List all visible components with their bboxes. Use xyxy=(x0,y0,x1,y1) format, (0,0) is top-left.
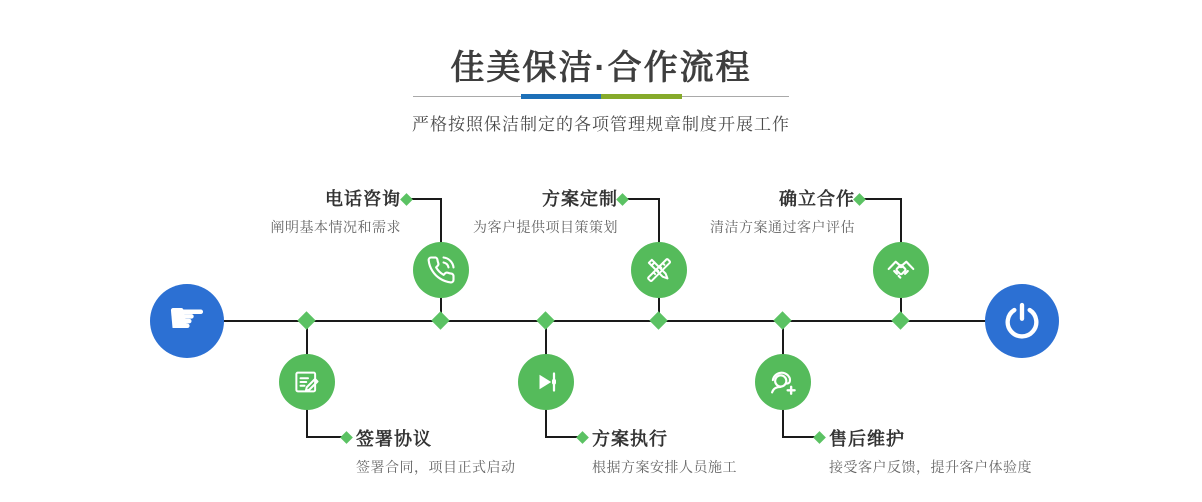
label-diamond xyxy=(813,431,826,444)
step-node-sign-agreement xyxy=(279,354,335,410)
divider-accent-green xyxy=(601,94,682,99)
connector-horizontal xyxy=(861,198,901,200)
label-diamond xyxy=(616,193,629,206)
step-label-sign-agreement xyxy=(356,426,516,477)
pencil-ruler-icon xyxy=(644,255,674,285)
step-title: 方案执行 xyxy=(592,429,668,449)
step-title: 电话咨询 xyxy=(325,189,401,209)
step-label-plan-execute xyxy=(592,426,737,477)
label-diamond xyxy=(576,431,589,444)
phone-call-icon xyxy=(426,255,456,285)
step-node-phone-consult xyxy=(413,242,469,298)
page-subtitle: 严格按照保洁制定的各项管理规章制度开展工作 xyxy=(412,115,790,134)
handshake-icon xyxy=(885,254,917,286)
pointing-hand-icon: ☛ xyxy=(167,293,207,344)
label-diamond xyxy=(400,193,413,206)
step-desc: 签署合同，项目正式启动 xyxy=(356,459,516,475)
label-diamond xyxy=(340,431,353,444)
timeline-junction-diamond xyxy=(891,311,909,329)
timeline-junction-diamond xyxy=(431,311,449,329)
step-title: 方案定制 xyxy=(542,189,618,209)
step-label-phone-consult xyxy=(271,186,402,237)
step-title: 售后维护 xyxy=(829,429,905,449)
step-desc: 清洁方案通过客户评估 xyxy=(710,219,855,235)
step-desc: 接受客户反馈，提升客户体验度 xyxy=(829,459,1032,475)
step-title: 签署协议 xyxy=(356,429,432,449)
step-node-establish-cooperation xyxy=(873,242,929,298)
step-desc: 根据方案安排人员施工 xyxy=(592,459,737,475)
contract-sign-icon xyxy=(292,367,322,397)
start-node xyxy=(150,284,224,358)
page-title: 佳美保洁·合作流程 xyxy=(450,49,752,87)
divider-accent-blue xyxy=(521,94,601,99)
title-divider xyxy=(413,94,789,100)
step-node-plan-customize xyxy=(631,242,687,298)
step-desc: 为客户提供项目策策划 xyxy=(473,219,618,235)
timeline-junction-diamond xyxy=(297,311,315,329)
timeline-junction-diamond xyxy=(649,311,667,329)
end-node xyxy=(985,284,1059,358)
timeline-junction-diamond xyxy=(536,311,554,329)
connector-horizontal xyxy=(624,198,660,200)
step-label-establish-cooperation xyxy=(710,186,855,237)
step-label-plan-customize xyxy=(473,186,618,237)
step-label-after-sales xyxy=(829,426,1032,477)
play-execute-icon xyxy=(531,367,561,397)
step-desc: 阐明基本情况和需求 xyxy=(270,219,401,235)
power-icon xyxy=(1002,301,1042,341)
step-node-after-sales xyxy=(755,354,811,410)
label-diamond xyxy=(853,193,866,206)
step-node-plan-execute xyxy=(518,354,574,410)
customer-service-plus-icon xyxy=(767,366,799,398)
timeline-junction-diamond xyxy=(773,311,791,329)
step-title: 确立合作 xyxy=(779,189,855,209)
